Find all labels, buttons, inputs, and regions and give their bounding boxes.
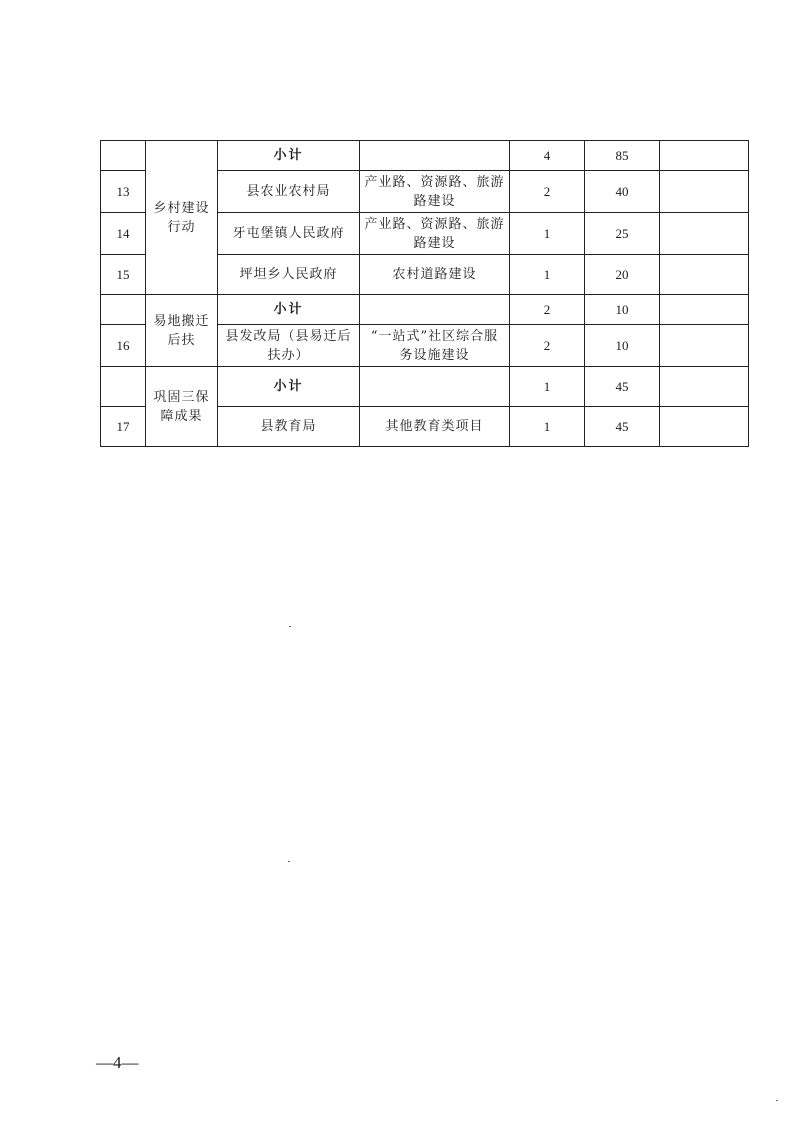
count-cell: 2: [510, 325, 585, 367]
unit-cell: 县农业农村局: [218, 171, 360, 213]
subtotal-label: 小计: [218, 295, 360, 325]
project-cell: [360, 141, 510, 171]
count-cell: 2: [510, 295, 585, 325]
count-cell: 1: [510, 213, 585, 255]
remark-cell: [660, 407, 749, 447]
funding-table: [100, 140, 749, 447]
amount-cell: 20: [585, 255, 660, 295]
unit-cell: 牙屯堡镇人民政府: [218, 213, 360, 255]
project-cell: 产业路、资源路、旅游路建设: [360, 213, 510, 255]
table-row-subtotal: [101, 141, 749, 171]
count-cell: 2: [510, 171, 585, 213]
remark-cell: [660, 255, 749, 295]
category-cell: 乡村建设行动: [146, 141, 218, 295]
project-cell: 农村道路建设: [360, 255, 510, 295]
scan-speck: [288, 861, 290, 862]
category-cell: 易地搬迁后扶: [146, 295, 218, 367]
unit-cell: 坪坦乡人民政府: [218, 255, 360, 295]
project-cell: [360, 367, 510, 407]
index-cell: [101, 141, 146, 171]
remark-cell: [660, 213, 749, 255]
count-cell: 1: [510, 407, 585, 447]
subtotal-label: 小计: [218, 367, 360, 407]
table-row-subtotal: [101, 295, 749, 325]
count-cell: 1: [510, 255, 585, 295]
scan-speck: [289, 626, 291, 627]
amount-cell: 40: [585, 171, 660, 213]
index-cell: 14: [101, 213, 146, 255]
amount-cell: 45: [585, 407, 660, 447]
index-cell: 13: [101, 171, 146, 213]
project-cell: “一站式”社区综合服务设施建设: [360, 325, 510, 367]
remark-cell: [660, 141, 749, 171]
remark-cell: [660, 171, 749, 213]
remark-cell: [660, 295, 749, 325]
table-row-subtotal: [101, 367, 749, 407]
count-cell: 4: [510, 141, 585, 171]
page-number: —4—: [96, 1053, 139, 1072]
count-cell: 1: [510, 367, 585, 407]
index-cell: 16: [101, 325, 146, 367]
unit-cell: 县教育局: [218, 407, 360, 447]
project-cell: 产业路、资源路、旅游路建设: [360, 171, 510, 213]
amount-cell: 10: [585, 325, 660, 367]
index-cell: 17: [101, 407, 146, 447]
remark-cell: [660, 325, 749, 367]
remark-cell: [660, 367, 749, 407]
index-cell: [101, 367, 146, 407]
index-cell: 15: [101, 255, 146, 295]
index-cell: [101, 295, 146, 325]
amount-cell: 85: [585, 141, 660, 171]
unit-cell: 县发改局（县易迁后扶办）: [218, 325, 360, 367]
amount-cell: 25: [585, 213, 660, 255]
scan-speck: [776, 1100, 778, 1101]
amount-cell: 45: [585, 367, 660, 407]
subtotal-label: 小计: [218, 141, 360, 171]
category-cell: 巩固三保障成果: [146, 367, 218, 447]
amount-cell: 10: [585, 295, 660, 325]
project-cell: [360, 295, 510, 325]
project-cell: 其他教育类项目: [360, 407, 510, 447]
